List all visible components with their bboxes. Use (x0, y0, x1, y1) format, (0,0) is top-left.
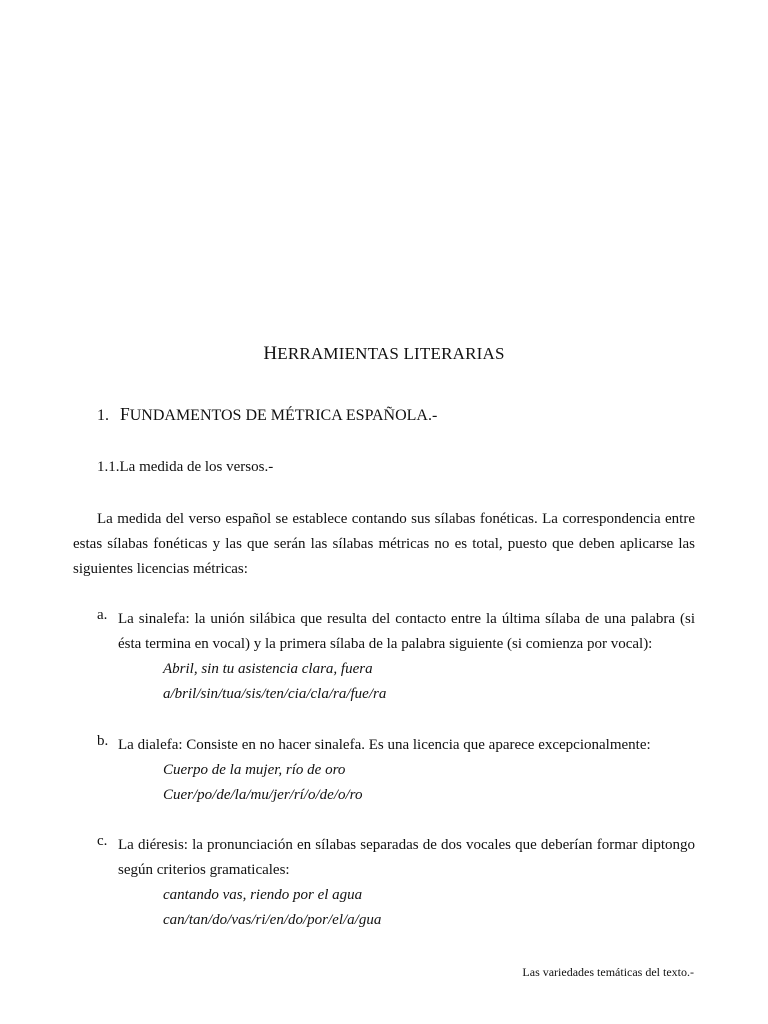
intro-paragraph: La medida del verso español se establece contando sus sílabas fonéticas. La correspondencia entre estas sílabas fonéticas y las que serán las sílabas métricas no es total, puesto que deben aplicarse las siguientes licencias métricas: (73, 511, 695, 577)
list-item (97, 833, 695, 933)
list-item-text: La dialefa: Consiste en no hacer sinalefa. Es una licencia que aparece excepcionalmente: (118, 737, 651, 753)
verse-scansion: can/tan/do/vas/ri/en/do/por/el/a/gua (163, 912, 382, 928)
page-title (0, 343, 768, 365)
list-item-marker: b. (97, 733, 109, 749)
list-item-marker: a. (97, 607, 108, 623)
subsection-heading: 1.1.La medida de los versos.- (97, 459, 274, 475)
section-number: 1. (97, 407, 109, 424)
verse-line: cantando vas, riendo por el agua (163, 887, 363, 903)
list-item-marker: c. (97, 833, 108, 849)
section-heading-rest: UNDAMENTOS DE MÉTRICA ESPAÑOLA.- (129, 407, 438, 424)
page-title-rest: ERRAMIENTAS LITERARIAS (277, 344, 505, 363)
list-item (97, 607, 695, 707)
page-footer: Las variedades temáticas del texto.- (522, 965, 694, 979)
list-item-text: La sinalefa: la unión silábica que resulta del contacto entre la última sílaba de una palabra (si ésta termina en vocal) y la primera sílaba de la palabra siguiente (si comienza por vocal): (118, 611, 695, 652)
section-heading-initial: F (120, 404, 130, 424)
verse-scansion: Cuer/po/de/la/mu/jer/rí/o/de/o/ro (163, 787, 363, 803)
list-item (97, 733, 695, 808)
page-title-initial: H (263, 343, 278, 364)
section-heading (97, 404, 437, 425)
verse-scansion: a/bril/sin/tua/sis/ten/cia/cla/ra/fue/ra (163, 686, 387, 702)
verse-line: Abril, sin tu asistencia clara, fuera (163, 661, 373, 677)
verse-line: Cuerpo de la mujer, río de oro (163, 762, 346, 778)
list-item-text: La diéresis: la pronunciación en sílabas separadas de dos vocales que deberían formar diptongo según criterios gramaticales: (118, 837, 695, 878)
